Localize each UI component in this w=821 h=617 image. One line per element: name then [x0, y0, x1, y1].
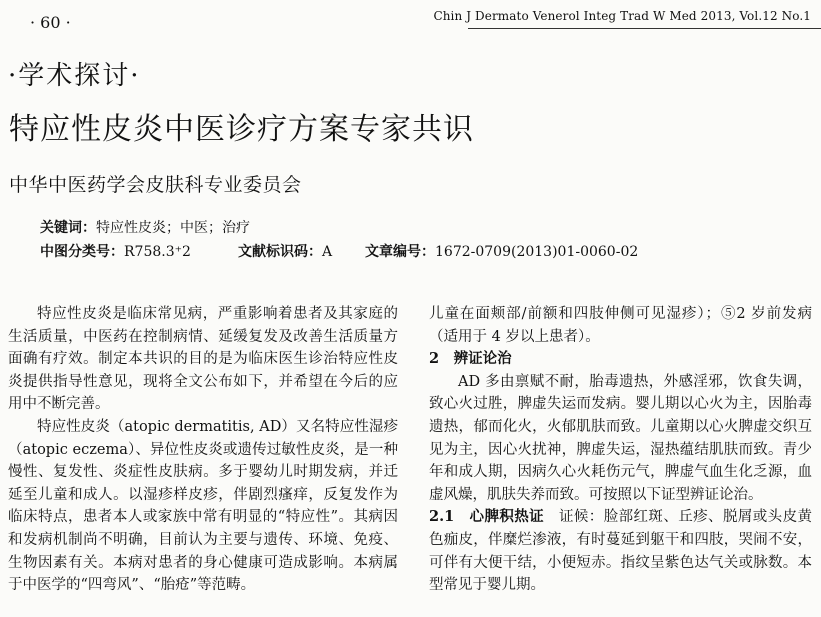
- left-column: [8, 303, 398, 597]
- article-no-value: 1672-0709(2013)01-0060-02: [435, 244, 639, 260]
- paragraph-continued: 儿童在面颊部/前额和四肢伸侧可见湿疹）；⑤2 岁前发病（适用于 4 岁以上患者）。: [429, 306, 812, 345]
- paragraph-syndrome-2-1: [429, 506, 812, 596]
- paragraph-pathogenesis: AD 多由禀赋不耐，胎毒遗热，外感淫邪，饮食失调，致心火过胜，脾虚失运而发病。婴儿期以心火为主，因胎毒遗热，郁而化火，火郁肌肤而致。儿童期以心火脾虚交织互见为主，因心火扰神，脾虚失运，湿热蕴结肌肤而致。青少年和成人期，因病久心火耗伤元气，脾虚气血生化乏源，血虚风燥，肌肤失养而致。可按照以下证型辨证论治。: [429, 373, 812, 503]
- author-line: 中华中医药学会皮肤科专业委员会: [9, 174, 302, 196]
- journal-citation: Chin J Dermato Venerol Integ Trad W Med 2013, Vol.12 No.1: [433, 9, 811, 23]
- keywords: [40, 217, 250, 237]
- article-title: 特应性皮炎中医诊疗方案专家共识: [9, 112, 474, 147]
- paragraph-intro: 特应性皮炎是临床常见病，严重影响着患者及其家庭的生活质量，中医药在控制病情、延缓复发及改善生活质量方面确有疗效。制定本共识的目的是为临床医生诊治特应性皮炎提供指导性意见，现将全文公布如下，并希望在今后的应用中不断完善。: [8, 306, 398, 413]
- paragraph-definition: 特应性皮炎（atopic dermatitis, AD）又名特应性湿疹（atopic eczema）、异位性皮炎或遗传过敏性皮炎，是一种慢性、复发性、炎症性皮肤病。多于婴幼儿时期发病，并迁延至儿童和成人。以湿疹样皮疹，伴剧烈瘙痒，反复发作为临床特点，患者本人或家族中常有明显的“特应性”。其病因和发病机制尚不明确，目前认为主要与遗传、环境、免疫、生物因素有关。本病对患者的身心健康可造成影响。本病属于中医学的“四弯风”、“胎疮”等范畴。: [8, 418, 398, 594]
- keywords-value: 特应性皮炎；中医；治疗: [96, 220, 250, 236]
- clc-label: 中图分类号：: [40, 244, 124, 260]
- right-column: [429, 303, 812, 597]
- article-number: [365, 241, 638, 261]
- header-rule: [468, 28, 821, 29]
- section-heading-2: 2 辨证论治: [429, 350, 512, 368]
- keywords-label: 关键词：: [40, 220, 96, 236]
- syndrome-description: 证候：脸部红斑、丘疹、脱屑或头皮黄色痂皮，伴糜烂渗液，有时蔓延到躯干和四肢，哭闹不安，可伴有大便干结，小便短赤。指纹呈紫色达气关或脉数。本型常见于婴儿期。: [429, 509, 812, 594]
- doc-code-value: A: [322, 244, 333, 260]
- doc-code-label: 文献标识码：: [238, 244, 322, 260]
- document-code: [238, 241, 332, 261]
- clc-value: R758.3⁺2: [124, 244, 191, 260]
- page-number: · 60 ·: [30, 13, 71, 32]
- subsection-heading-2-1: 2.1 心脾积热证: [429, 508, 545, 526]
- section-tag: ·学术探讨·: [8, 61, 141, 91]
- article-no-label: 文章编号：: [365, 244, 435, 260]
- classification-number: [40, 241, 191, 261]
